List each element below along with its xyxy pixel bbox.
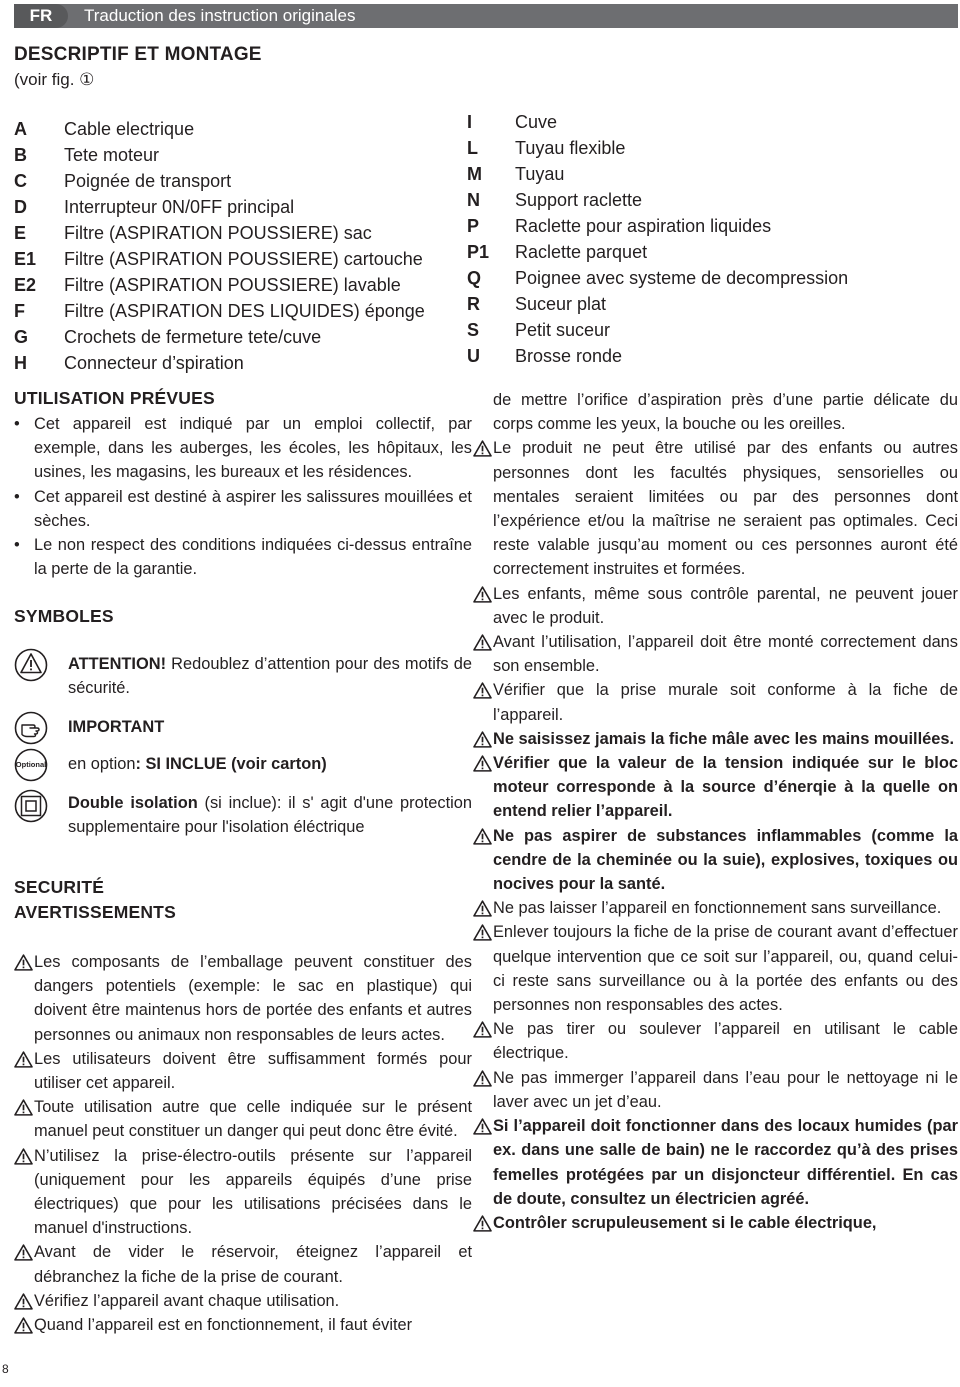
warning-item (473, 1066, 958, 1114)
warning-text: Quand l’appareil est en fonctionnement, il faut éviter (34, 1316, 413, 1335)
usage-item (14, 533, 472, 581)
bullet: • (14, 415, 20, 433)
warning-icon (473, 1118, 492, 1135)
warning-icon (473, 1215, 492, 1232)
warning-item (473, 824, 958, 897)
part-item (467, 239, 947, 265)
part-label: Tuyau flexible (515, 138, 626, 158)
security-title: SECURITÉ (14, 877, 105, 897)
attention-label: ATTENTION! (68, 655, 167, 673)
part-key: B (14, 145, 27, 165)
part-label: Poignée de transport (64, 171, 232, 191)
symbols-title: SYMBOLES (14, 606, 114, 626)
warning-icon (14, 1244, 33, 1261)
part-label: Crochets de fermeture tete/cuve (64, 327, 322, 347)
language-badge: FR (14, 4, 68, 28)
warning-text: Les utilisateurs doivent être suffisamment formés pour utiliser cet appareil. (34, 1049, 472, 1093)
part-key: P1 (467, 242, 490, 262)
warning-item (473, 751, 958, 824)
warning-text: N’utilisez la prise-électro-outils présente sur l’appareil (uniquement pour les appareils équipés d’une prise électriques) que pour les utilisations précisées dans le manuel d'instructions. (34, 1146, 472, 1238)
warning-item (14, 950, 472, 1047)
warning-item (473, 1017, 958, 1065)
warning-icon (14, 1317, 33, 1334)
warning-item (14, 1047, 472, 1095)
bullet: • (14, 536, 20, 555)
part-key: M (467, 164, 482, 184)
part-key: I (467, 112, 473, 132)
part-item (467, 317, 947, 343)
warning-text: Les enfants, même sous contrôle parental, ne peuvent jouer avec le produit. (493, 584, 958, 627)
warning-icon (14, 1148, 33, 1165)
part-label: Raclette parquet (515, 242, 648, 262)
part-label: Filtre (ASPIRATION POUSSIERE) sac (64, 223, 372, 243)
important-label: IMPORTANT (68, 718, 165, 736)
warning-icon (14, 1293, 33, 1310)
part-key: H (14, 353, 27, 373)
warning-item (473, 1211, 958, 1235)
parts-list-right (467, 109, 947, 369)
warning-circle-icon (14, 648, 48, 682)
part-key: A (14, 119, 27, 139)
part-label: Poignee avec systeme de decompression (515, 268, 849, 288)
warning-icon (473, 900, 492, 917)
warning-text: Vérifier que la valeur de la tension indiquée sur le bloc moteur corresponde à la source d’énerqie à la quelle on entend relier l’appareil. (493, 754, 958, 821)
part-label: Cable electrique (64, 119, 195, 139)
part-item (14, 116, 454, 142)
warning-text: Ne saisissez jamais la fiche mâle avec les mains mouillées. (493, 729, 955, 748)
part-label: Interrupteur 0N/0FF principal (64, 197, 295, 217)
part-key: F (14, 301, 25, 321)
header-title: Traduction des instruction originales (84, 6, 356, 25)
part-item (467, 291, 947, 317)
double-insulation-text: (si inclue): il s' agit d'une protection supplementaire pour l'isolation éléctrique (68, 794, 473, 837)
warning-icon (473, 731, 492, 748)
part-key: P (467, 216, 480, 236)
bullet: • (14, 487, 20, 506)
warning-item (14, 1289, 472, 1313)
warning-text: Ne pas aspirer de substances inflammables (comme la cendre de la cheminée ou la suie), explosives, toxiques ou nocives pour la santé. (493, 826, 958, 894)
page-number: 8 (2, 1362, 9, 1376)
part-item (14, 298, 454, 324)
warning-text: Le produit ne peut être utilisé par des enfants ou autres personnes dont les facultés physiques, sensorielles ou mentales seraient limitées ou par des personnes dont l’expérience et/ou la maîtrise ne seraient pas optimales. Ceci reste valable jusqu’au moment ou ces personnes auront été correctement instruites et formées. (493, 439, 958, 579)
part-label: Tete moteur (64, 145, 160, 165)
part-item (467, 135, 947, 161)
warnings-right (493, 388, 958, 1235)
warning-text: Ne pas immerger l’appareil dans l’eau pour le nettoyage ni le laver avec un jet d’eau. (493, 1068, 958, 1111)
parts-list-left (14, 116, 454, 376)
part-item (14, 142, 454, 168)
warning-item (473, 727, 958, 751)
optional-text: en option (68, 755, 136, 773)
warning-icon (473, 682, 492, 699)
warning-text: Contrôler scrupuleusement si le cable électrique, (493, 1213, 877, 1232)
optional-icon (14, 748, 48, 782)
warning-item (14, 1095, 472, 1143)
part-key: L (467, 138, 478, 158)
warning-item (14, 1240, 472, 1288)
warnings-left (14, 950, 472, 1337)
warning-icon (473, 1021, 492, 1038)
warning-text: Vérifiez l’appareil avant chaque utilisation. (34, 1291, 340, 1310)
warning-icon (14, 1099, 33, 1116)
part-label: Filtre (ASPIRATION DES LIQUIDES) éponge (64, 301, 425, 321)
part-key: G (14, 327, 29, 347)
part-item (14, 168, 454, 194)
part-label: Filtre (ASPIRATION POUSSIERE) cartouche (64, 249, 423, 269)
usage-item-text: Cet appareil est destiné à aspirer les salissures mouillées et sèches. (34, 487, 472, 530)
usage-title: UTILISATION PRÉVUES (14, 388, 215, 408)
warning-text: Ne pas tirer ou soulever l’appareil en utilisant le cable électrique. (493, 1020, 958, 1063)
warning-icon (14, 1051, 33, 1068)
part-label: Raclette pour aspiration liquides (515, 216, 772, 236)
warning-icon (473, 634, 492, 651)
usage-item (14, 412, 472, 485)
warning-icon (473, 924, 492, 941)
part-item (467, 109, 947, 135)
page-header (14, 4, 958, 28)
part-item (467, 343, 947, 369)
warning-icon (473, 828, 492, 845)
warning-text: Si l’appareil doit fonctionner dans des locaux humides (par ex. dans une salle de bain) ne le raccordez qu’à des prises femelles protégées par un disjoncteur différentiel. En cas de doute, consultez un électricien agréé. (493, 1117, 958, 1208)
part-key: D (14, 197, 27, 217)
section-title-descriptif: DESCRIPTIF ET MONTAGE (14, 44, 262, 65)
part-item (14, 194, 454, 220)
part-label: Suceur plat (515, 294, 607, 314)
part-key: R (467, 294, 480, 314)
figure-reference: (voir fig. ① (14, 70, 95, 89)
warning-text: Avant l’utilisation, l’appareil doit être monté correctement dans son ensemble. (493, 633, 958, 676)
part-label: Filtre (ASPIRATION POUSSIERE) lavable (64, 275, 401, 295)
part-label: Connecteur d’spiration (64, 353, 244, 373)
double-insulation-label: Double isolation (68, 794, 198, 812)
part-key: S (467, 320, 480, 340)
warning-item (14, 1144, 472, 1241)
warning-item (473, 1114, 958, 1211)
optional-bold: : SI INCLUE (voir carton) (135, 755, 327, 773)
warning-text: Les composants de l’emballage peuvent constituer des dangers potentiels (exemple: le sac en plastique) qui doivent être maintenus hors de portée des enfants et autres personnes ou animaux non responsables de leurs actes. (34, 953, 472, 1044)
part-item (467, 187, 947, 213)
warning-item (473, 582, 958, 630)
part-item (14, 350, 454, 376)
warning-item (473, 436, 958, 581)
warning-item (473, 678, 958, 726)
part-label: Support raclette (515, 190, 643, 210)
warning-icon (473, 755, 492, 772)
usage-list (14, 412, 472, 581)
usage-item-text: Le non respect des conditions indiquées ci-dessus entraîne la perte de la garantie. (34, 536, 472, 579)
warning-icon (473, 586, 492, 603)
warning-text: Avant de vider le réservoir, éteignez l’appareil et débranchez la fiche de la prise de courant. (34, 1243, 472, 1286)
usage-item (14, 485, 472, 533)
part-label: Petit suceur (515, 320, 611, 340)
part-item (14, 272, 454, 298)
warning-item (473, 896, 958, 920)
usage-item-text: Cet appareil est indiqué par un emploi collectif, par exemple, dans les auberges, les écoles, les hôpitaux, les usines, les magasins, les bureaux et les résidences. (34, 415, 472, 482)
part-item (14, 324, 454, 350)
double-insulation-icon (14, 789, 48, 823)
part-item (467, 161, 947, 187)
part-key: E1 (14, 249, 37, 269)
part-label: Cuve (515, 112, 558, 132)
warning-item (473, 920, 958, 1017)
part-item (467, 265, 947, 291)
warning-text: Enlever toujours la fiche de la prise de courant avant d’effectuer quelque intervention que ce soit sur l’appareil, ou, quand celui-ci reste sans surveillance ou à la portée des enfants ou des personnes non responsables des actes. (493, 923, 958, 1015)
part-key: N (467, 190, 480, 210)
warning-icon (14, 954, 33, 971)
part-key: E (14, 223, 27, 243)
part-key: C (14, 171, 27, 191)
part-item (14, 246, 454, 272)
warning-icon (473, 440, 492, 457)
warning-icon (473, 1070, 492, 1087)
part-key: U (467, 346, 480, 366)
warning-text: Toute utilisation autre que celle indiquée sur le présent manuel peut constituer un danger qui peut donc être évité. (34, 1098, 472, 1141)
warning-text: Vérifier que la prise murale soit conforme à la fiche de l’appareil. (493, 681, 958, 724)
attention-text: Redoublez d’attention pour des motifs de sécurité. (68, 655, 472, 698)
part-item (467, 213, 947, 239)
warning-item (473, 630, 958, 678)
warnings-title: AVERTISSEMENTS (14, 902, 176, 922)
part-label: Tuyau (515, 164, 565, 184)
continuation-text: de mettre l’orifice d’aspiration près d’une partie délicate du corps comme les yeux, la bouche ou les oreilles. (493, 391, 958, 434)
part-item (14, 220, 454, 246)
part-key: Q (467, 268, 482, 288)
optional-icon-label: Optional (15, 760, 47, 769)
warning-item (14, 1313, 472, 1337)
part-key: E2 (14, 275, 37, 295)
warning-text: Ne pas laisser l’appareil en fonctionnement sans surveillance. (493, 899, 942, 918)
pointing-hand-icon (14, 711, 48, 745)
part-label: Brosse ronde (515, 346, 623, 366)
